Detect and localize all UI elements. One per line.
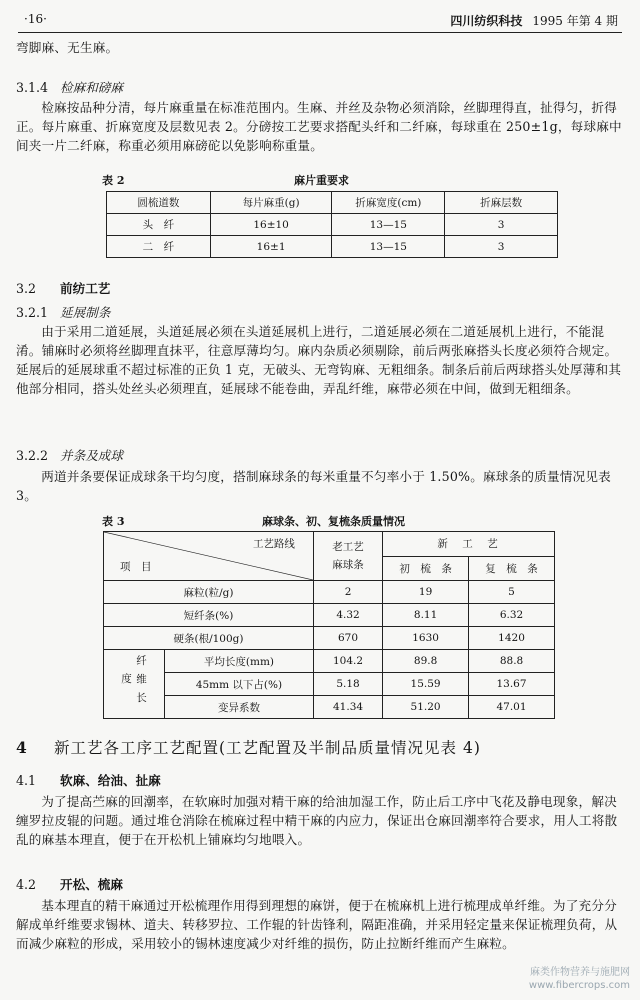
- table-cell: 104.2: [313, 650, 382, 673]
- table-cell: 硬条(根/100g): [104, 627, 314, 650]
- section-number: 4.2: [16, 877, 37, 892]
- table-cell: 16±10: [210, 214, 332, 236]
- table-cell: 89.8: [383, 650, 469, 673]
- fiber-length-group: [104, 650, 165, 719]
- paragraph-4: 为了提高苎麻的回潮率，在软麻时加强对精干麻的给油加湿工作，防止后工序中飞花及静电现象，解决缠罗拉皮辊的问题。通过堆仓消除在梳麻过程中精干麻的内应力，保证出仓麻回潮率符合要求，用人工将散乱的麻基本理直，便于在开松机上铺麻均匀地喂入。: [16, 794, 618, 847]
- table-cell: 变异系数: [165, 696, 314, 719]
- table-header-row: [107, 192, 558, 214]
- journal-title: 四川纺织科技: [450, 14, 523, 28]
- table-2-label: 表 2: [102, 174, 125, 187]
- table-cell: 1420: [469, 627, 555, 650]
- page-header: [18, 8, 622, 33]
- watermark-line-2: www.fibercrops.com: [528, 980, 630, 991]
- table-header: 初 梳 条: [383, 556, 469, 581]
- table-cell: 二 纤: [107, 236, 211, 258]
- table-row: [104, 696, 555, 719]
- old-process-header: [313, 532, 382, 581]
- table-cell: 8.11: [383, 604, 469, 627]
- chapter-number: 4: [16, 738, 28, 757]
- section-3-1-4: [16, 77, 123, 96]
- table-cell: 5.18: [313, 673, 382, 696]
- corner-bottom-label: 项 目: [120, 561, 152, 573]
- table-cell: 19: [383, 581, 469, 604]
- table-cell: 头 纤: [107, 214, 211, 236]
- table-cell: 88.8: [469, 650, 555, 673]
- table-cell: 3: [445, 214, 558, 236]
- page-number: ·16·: [24, 12, 47, 26]
- section-number: 3.2: [16, 281, 37, 296]
- table-cell: 4.32: [313, 604, 382, 627]
- table-cell: 16±1: [210, 236, 332, 258]
- table-3-label: 表 3: [102, 515, 125, 528]
- old-process-label: 老工艺: [332, 541, 364, 553]
- section-number: 4.1: [16, 773, 37, 788]
- section-title: 检麻和磅麻: [60, 80, 123, 95]
- table-cell: 1630: [383, 627, 469, 650]
- table-2-title: 麻片重要求: [294, 174, 349, 187]
- table-cell: 13.67: [469, 673, 555, 696]
- section-title: 前纺工艺: [60, 281, 111, 296]
- table-header: 圆梳道数: [107, 192, 211, 214]
- table-corner-cell: [104, 532, 314, 581]
- table-2: [106, 191, 558, 258]
- table-cell: 5: [469, 581, 555, 604]
- section-title: 延展制条: [60, 305, 111, 320]
- table-cell: 6.32: [469, 604, 555, 627]
- section-number: 3.2.1: [16, 305, 49, 320]
- watermark-line-1: 麻类作物营养与施肥网: [530, 967, 630, 978]
- table-cell: 13—15: [332, 214, 445, 236]
- watermark: [529, 966, 630, 992]
- new-process-header: 新 工 艺: [383, 532, 555, 557]
- chapter-4-heading: [16, 736, 481, 758]
- table-row: [107, 236, 558, 258]
- section-3-2-1: [16, 302, 110, 321]
- table-cell: 41.34: [313, 696, 382, 719]
- table-row: [107, 214, 558, 236]
- table-row: [104, 650, 555, 673]
- table-cell: 51.20: [383, 696, 469, 719]
- fiber-length-label: 纤维长度: [120, 654, 147, 711]
- section-title: 并条及成球: [60, 448, 123, 463]
- table-3-title: 麻球条、初、复梳条质量情况: [262, 515, 405, 528]
- table-cell: 13—15: [332, 236, 445, 258]
- corner-top-label: 工艺路线: [252, 538, 295, 550]
- table-row: [104, 673, 555, 696]
- table-row: [104, 627, 555, 650]
- table-header-row: [104, 532, 555, 557]
- paragraph-2: 由于采用二道延展，头道延展必须在头道延展机上进行，二道延展必须在二道延展机上进行，不能混淆。铺麻时必须将丝脚理直抹平，往意厚薄均匀。麻内杂质必须剔除，前后两张麻搭头长度必须符合规定。延展后的延展球重不超过标准的正负 1 克，无破头、无弯钩麻、无粗细条。制条后前后两球搭头处厚薄和其他部分相同，搭头处丝头必须理直，延展球不能卷曲，弄乱纤维，麻带必须在中间，做到无粗细条。: [16, 324, 622, 396]
- paragraph-3: 两道并条要保证成球条干均匀度，搭制麻球条的每米重量不匀率小于 1.50%。麻球条的质量情况见表 3。: [16, 469, 611, 503]
- section-3-2-2: [16, 445, 123, 464]
- table-cell: 麻粒(粒/g): [104, 581, 314, 604]
- table-cell: 670: [313, 627, 382, 650]
- table-header: 复 梳 条: [469, 556, 555, 581]
- section-3-2: [16, 278, 110, 297]
- table-cell: 3: [445, 236, 558, 258]
- journal-info: [450, 12, 618, 29]
- table-row: [104, 604, 555, 627]
- table-cell: 2: [313, 581, 382, 604]
- section-4-2: [16, 874, 123, 893]
- section-number: 3.1.4: [16, 80, 49, 95]
- table-cell: 47.01: [469, 696, 555, 719]
- table-cell: 45mm 以下占(%): [165, 673, 314, 696]
- table-header: 每片麻重(g): [210, 192, 332, 214]
- table-3: [103, 531, 555, 719]
- table-row: [104, 581, 555, 604]
- chapter-title: 新工艺各工序工艺配置(工艺配置及半制品质量情况见表 4): [54, 739, 481, 757]
- table-cell: 短纤条(%): [104, 604, 314, 627]
- table-cell: 15.59: [383, 673, 469, 696]
- table-header: 折麻宽度(cm): [332, 192, 445, 214]
- section-title: 软麻、给油、扯麻: [60, 773, 161, 788]
- section-4-1: [16, 770, 161, 789]
- section-title: 开松、梳麻: [60, 877, 123, 892]
- table-header: 折麻层数: [445, 192, 558, 214]
- paragraph-1: 检麻按品种分清，每片麻重量在标准范围内。生麻、并丝及杂物必须消除，丝脚理得直，扯得匀，折得正。每片麻重、折麻宽度及层数见表 2。分磅按工艺要求搭配头纤和二纤麻，每球重在 250±1g，每球麻中间夹一片二纤麻，称重必须用麻磅砣以免影响称重量。: [16, 100, 622, 153]
- section-number: 3.2.2: [16, 448, 49, 463]
- paragraph-0: 弯脚麻、无生麻。: [16, 40, 119, 55]
- paragraph-5: 基本理直的精干麻通过开松梳理作用得到理想的麻饼，便于在梳麻机上进行梳理成单纤维。为了充分分解成单纤维要求锡林、道夫、转移罗拉、工作辊的针齿锋利，隔距准确，并采用轻定量来保证梳理负荷，从而减少麻粒的形成，采用较小的锡林速度减少对纤维的损伤，防止拉断纤维而产生麻粒。: [16, 898, 618, 951]
- old-process-sub-label: 麻球条: [332, 559, 364, 571]
- issue-number: 1995 年第 4 期: [532, 14, 618, 28]
- table-cell: 平均长度(mm): [165, 650, 314, 673]
